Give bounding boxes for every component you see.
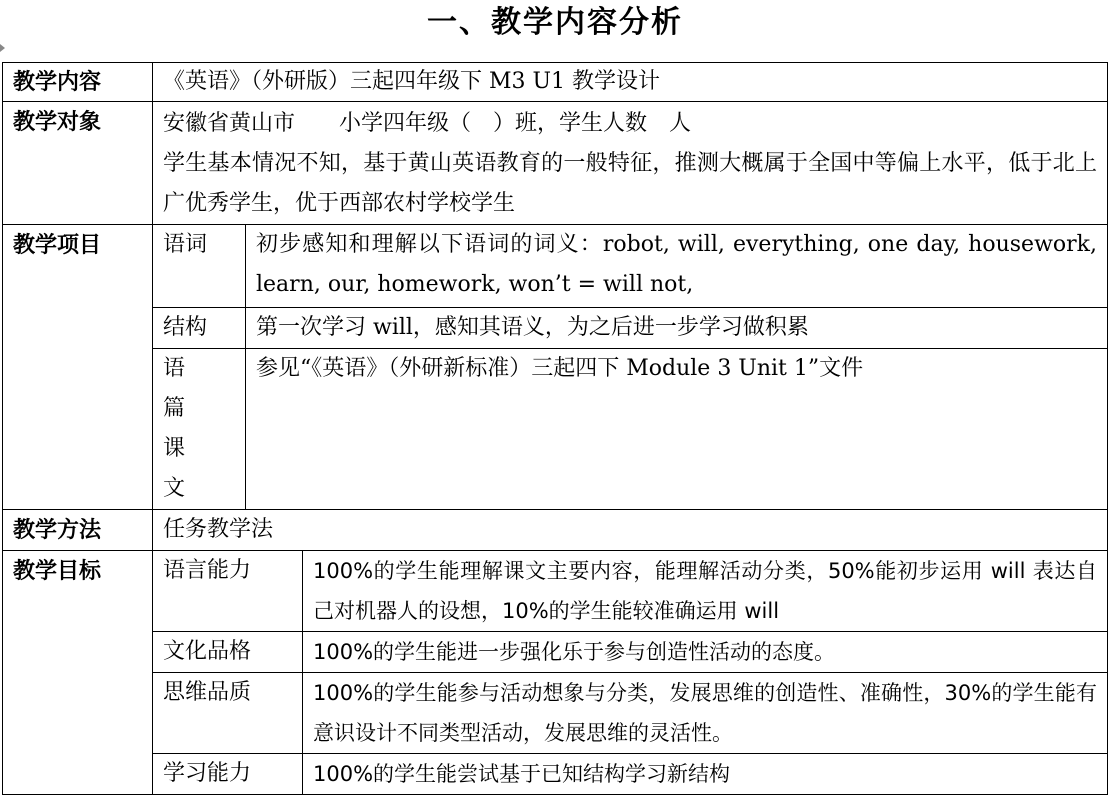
items-label-text: 语篇课文 [153, 349, 246, 510]
value-teaching-content: 《英语》（外研版）三起四年级下 M3 U1 教学设计 [153, 63, 1108, 102]
row-teaching-audience [3, 102, 1108, 225]
row-goal-learning [3, 754, 1108, 795]
goal-label-culture: 文化品格 [153, 632, 303, 673]
value-teaching-audience [153, 102, 1108, 225]
goal-text-culture: 100%的学生能进一步强化乐于参与创造性活动的态度。 [303, 632, 1108, 673]
items-text-text: 参见“《英语》（外研新标准）三起四下 Module 3 Unit 1”文件 [246, 349, 1108, 510]
items-label-vocabulary: 语词 [153, 225, 246, 308]
audience-line-1: 安徽省黄山市 小学四年级（ ）班，学生人数 人 [163, 111, 692, 136]
label-teaching-content: 教学内容 [3, 63, 153, 102]
row-goal-culture [3, 632, 1108, 673]
value-teaching-method: 任务教学法 [153, 510, 1108, 551]
row-items-vocabulary [3, 225, 1108, 308]
goal-label-language: 语言能力 [153, 551, 303, 632]
label-teaching-goals: 教学目标 [3, 551, 153, 795]
goal-text-thinking: 100%的学生能参与活动想象与分类，发展思维的创造性、准确性，30%的学生能有意识设计不同类型活动，发展思维的灵活性。 [303, 673, 1108, 754]
audience-line-2: 学生基本情况不知，基于黄山英语教育的一般特征，推测大概属于全国中等偏上水平，低于北上广优秀学生，优于西部农村学校学生 [163, 151, 1097, 216]
goal-label-learning: 学习能力 [153, 754, 303, 795]
row-items-structure [3, 308, 1108, 349]
goal-label-thinking: 思维品质 [153, 673, 303, 754]
items-label-structure: 结构 [153, 308, 246, 349]
items-text-structure: 第一次学习 will，感知其语义，为之后进一步学习做积累 [246, 308, 1108, 349]
goal-text-learning: 100%的学生能尝试基于已知结构学习新结构 [303, 754, 1108, 795]
label-teaching-method: 教学方法 [3, 510, 153, 551]
row-goal-thinking [3, 673, 1108, 754]
lesson-analysis-table [2, 62, 1108, 795]
label-teaching-items: 教学项目 [3, 225, 153, 510]
label-teaching-audience: 教学对象 [3, 102, 153, 225]
page-title: 一、教学内容分析 [427, 5, 683, 40]
row-goal-language [3, 551, 1108, 632]
items-text-vocabulary: 初步感知和理解以下语词的词义：robot, will, everything, one day, housework, learn, our, homework, won’t = will not, [246, 225, 1108, 308]
row-items-text [3, 349, 1108, 510]
anchor-marker-icon [0, 44, 5, 52]
row-teaching-content [3, 63, 1108, 102]
goal-text-language: 100%的学生能理解课文主要内容，能理解活动分类，50%能初步运用 will 表达自己对机器人的设想，10%的学生能较准确运用 will [303, 551, 1108, 632]
row-teaching-method [3, 510, 1108, 551]
